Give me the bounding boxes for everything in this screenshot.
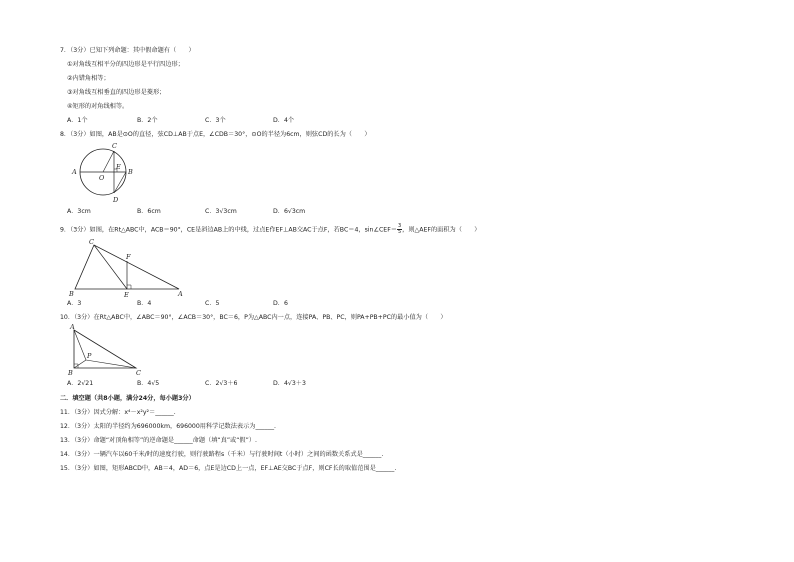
q9-label-a: A <box>178 290 183 298</box>
q9-stem <box>60 224 481 235</box>
q10-label-b: B <box>68 369 73 377</box>
q7-item-2: ②内错角相等； <box>67 75 110 82</box>
q14: 14．（3分）一辆汽车以60千米/时的速度行驶，则行驶路程s（千米）与行驶时间t（小时）之间的函数关系式是______. <box>60 451 384 458</box>
q9-stem-part-a: 9．（3分）如图，在Rt△ABC中，ACB＝90°，CE是斜边AB上的中线，过点E作EF⊥AB交AC于点F，若BC＝4，sin∠CEF＝ <box>60 226 397 234</box>
q9-option-b: B．4 <box>137 300 152 307</box>
q7-item-1: ①对角线互相平分的四边形是平行四边形； <box>67 61 184 68</box>
q9-option-c: C．5 <box>205 300 220 307</box>
q8-radius-oc <box>103 151 114 172</box>
q10-label-c: C <box>136 369 141 377</box>
q8-option-b: B．6cm <box>137 208 161 215</box>
q9-label-e: E <box>124 291 129 299</box>
q9-label-b: B <box>69 290 74 298</box>
q8-circle-figure <box>66 140 136 206</box>
q10-segment-pc <box>86 360 136 368</box>
q9-fraction-denominator: 5 <box>397 229 402 235</box>
q10-option-a: A．2√21 <box>67 380 94 387</box>
q10-option-d: D．4√3＋3 <box>273 380 306 387</box>
q9-triangle-figure <box>64 238 188 298</box>
q7-option-d: D．4个 <box>273 117 295 124</box>
q10-triangle-abc <box>74 330 136 368</box>
q9-stem-part-b: ，则△AEF的面积为（ ） <box>402 226 481 234</box>
q9-median-ce <box>94 245 127 289</box>
q7-option-b: B．2个 <box>137 117 158 124</box>
q10-option-b: B．4√5 <box>137 380 160 387</box>
q8-option-d: D．6√3cm <box>273 208 306 215</box>
q10-label-p: P <box>87 352 92 360</box>
q7-item-4: ④矩形的对角线相等。 <box>67 103 129 110</box>
q7-option-c: C．3个 <box>205 117 226 124</box>
q12: 12．（3分）太阳的半径约为696000km，696000用科学记数法表示为______. <box>60 423 277 430</box>
q8-label-b: B <box>128 168 133 176</box>
q9-label-c: C <box>89 238 94 246</box>
q10-stem: 10．（3分）在Rt△ABC中，∠ABC＝90°，∠ACB＝30°，BC＝6，P为△ABC内一点，连接PA、PB、PC，则PA+PB+PC的最小值为（ ） <box>60 314 447 321</box>
q13: 13．（3分）命题“对顶角相等”的逆命题是______命题（填“真”或“假”）. <box>60 437 257 444</box>
q15: 15．（3分）如图，矩形ABCD中，AB＝4，AD＝6，点E是边CD上一点，EF⊥AE交BC于点F，则CF长的取值范围是______. <box>60 465 397 472</box>
q9-option-d: D．6 <box>273 300 288 307</box>
q8-option-a: A．3cm <box>67 208 91 215</box>
q8-label-d: D <box>113 196 119 204</box>
q8-label-e: E <box>116 163 121 171</box>
q7-option-a: A．1个 <box>67 117 88 124</box>
q9-option-a: A．3 <box>67 300 82 307</box>
q7-stem: 7．（3分）已知下列命题：其中假命题有（ ） <box>60 47 195 54</box>
section-2-title: 二．填空题（共8小题，满分24分，每小题3分） <box>60 395 195 402</box>
q8-stem: 8．（3分）如图，AB是⊙O的直径，弦CD⊥AB于点E，∠CDB＝30°，⊙O的半径为6cm，则弦CD的长为（ ） <box>60 131 371 138</box>
q8-label-o: O <box>99 174 105 182</box>
q8-option-c: C．3√3cm <box>205 208 237 215</box>
q8-label-a: A <box>72 168 77 176</box>
q7-item-3: ③对角线互相垂直的四边形是菱形； <box>67 89 166 96</box>
q9-label-f: F <box>126 253 131 261</box>
q8-segment-db <box>114 172 126 193</box>
q11: 11．（3分）因式分解：x⁴－x²y²＝______. <box>60 409 176 416</box>
q9-fraction-numerator: 3 <box>397 223 402 229</box>
q10-option-c: C．2√3＋6 <box>205 380 238 387</box>
q10-segment-pa <box>74 330 86 360</box>
q10-label-a: A <box>70 323 75 331</box>
q9-right-angle-mark <box>127 285 131 289</box>
q10-triangle-figure <box>64 324 144 376</box>
q8-label-c: C <box>112 142 117 150</box>
